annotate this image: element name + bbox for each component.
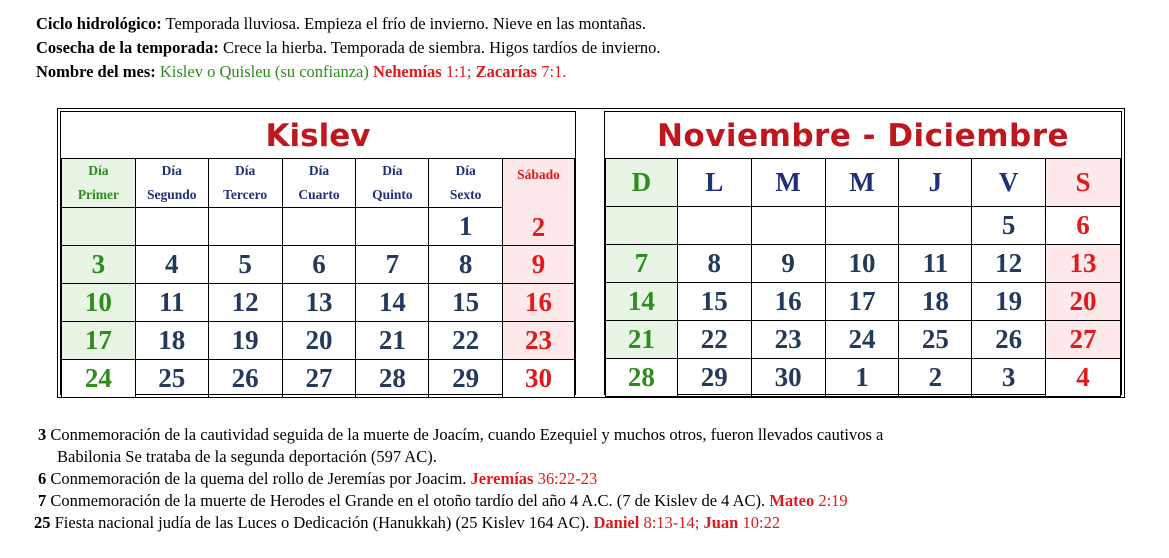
note-day: 25 bbox=[34, 513, 51, 532]
day-cell: 14 bbox=[606, 283, 678, 321]
day-cell: 21 bbox=[606, 321, 678, 359]
day-cell: 12 bbox=[208, 284, 282, 322]
season-harvest-text: Crece la hierba. Temporada de siembra. Higos tardíos de invierno. bbox=[218, 38, 661, 57]
weekday-header-cell: M bbox=[825, 159, 899, 207]
day-cell: 2 bbox=[531, 212, 546, 242]
hydrologic-cycle-line bbox=[36, 14, 646, 34]
day-cell: 18 bbox=[135, 322, 208, 360]
day-cell: 5 bbox=[972, 207, 1046, 245]
day-cell: 1 bbox=[429, 208, 503, 246]
day-cell bbox=[751, 207, 825, 245]
weekday-header-cell: J bbox=[899, 159, 972, 207]
season-harvest-label: Cosecha de la temporada: bbox=[36, 38, 219, 57]
gregorian-title: Noviembre - Diciembre bbox=[656, 118, 1070, 154]
ref-zacarias-book: Zacarías bbox=[475, 62, 538, 81]
day-cell: 29 bbox=[677, 359, 751, 397]
weekday-header-cell: Día Cuarto bbox=[282, 159, 356, 208]
day-cell bbox=[606, 207, 678, 245]
note-day: 6 bbox=[38, 469, 47, 488]
gregorian-week-row bbox=[606, 245, 1121, 283]
day-cell: 27 bbox=[282, 360, 356, 398]
day-cell: 10 bbox=[62, 284, 136, 322]
day-cell: 11 bbox=[899, 245, 972, 283]
day-cell: 19 bbox=[208, 322, 282, 360]
day-cell: 16 bbox=[503, 284, 575, 322]
day-cell: 29 bbox=[429, 360, 503, 398]
weekday-header-cell-sabbath: Sábado 2 bbox=[503, 159, 575, 246]
gregorian-weekday-row bbox=[606, 159, 1121, 207]
note-25: 25 Fiesta nacional judía de las Luces o Dedicación (Hanukkah) (25 Kislev 164 AC). Daniel 8:13-14; Juan 10:22 bbox=[34, 513, 781, 532]
day-cell: 22 bbox=[677, 321, 751, 359]
weekday-header-cell: Día Sexto bbox=[429, 159, 503, 208]
day-cell: 8 bbox=[677, 245, 751, 283]
day-cell: 22 bbox=[429, 322, 503, 360]
ref-book: Daniel bbox=[593, 513, 640, 532]
day-cell: 25 bbox=[899, 321, 972, 359]
day-cell bbox=[282, 208, 356, 246]
weekday-header-cell: Día Segundo bbox=[135, 159, 208, 208]
notes-section bbox=[34, 424, 884, 534]
weekday-header-cell: M bbox=[751, 159, 825, 207]
day-cell: 26 bbox=[972, 321, 1046, 359]
note-3-continued: Babilonia Se trataba de la segunda deportación (597 AC). bbox=[57, 447, 437, 466]
kislev-calendar bbox=[60, 111, 576, 395]
day-cell: 11 bbox=[135, 284, 208, 322]
ref-zacarias-verse: 7:1. bbox=[537, 62, 567, 81]
day-cell: 20 bbox=[1046, 283, 1121, 321]
note-day: 3 bbox=[38, 425, 47, 444]
day-cell: 27 bbox=[1046, 321, 1121, 359]
month-name-label: Nombre del mes: bbox=[36, 62, 156, 81]
day-cell: 17 bbox=[825, 283, 899, 321]
day-cell: 28 bbox=[606, 359, 678, 397]
day-cell: 30 bbox=[751, 359, 825, 397]
day-cell: 4 bbox=[135, 246, 208, 284]
day-cell: 7 bbox=[356, 246, 429, 284]
day-cell: 9 bbox=[503, 246, 575, 284]
ref-book: Jeremías bbox=[470, 469, 534, 488]
day-cell: 8 bbox=[429, 246, 503, 284]
gregorian-week-row bbox=[606, 207, 1121, 245]
kislev-title: Kislev bbox=[265, 118, 371, 154]
hydrologic-cycle-label: Ciclo hidrológico: bbox=[36, 14, 162, 33]
day-cell: 30 bbox=[503, 360, 575, 398]
day-cell: 2 bbox=[899, 359, 972, 397]
kislev-week-row bbox=[62, 208, 575, 246]
gregorian-grid bbox=[605, 158, 1121, 397]
weekday-header-cell: Día Tercero bbox=[208, 159, 282, 208]
day-cell: 18 bbox=[899, 283, 972, 321]
kislev-week-row bbox=[62, 284, 575, 322]
hydrologic-cycle-text: Temporada lluviosa. Empieza el frío de invierno. Nieve en las montañas. bbox=[161, 14, 646, 33]
ref-book: Juan bbox=[703, 513, 739, 532]
day-cell: 17 bbox=[62, 322, 136, 360]
day-cell: 6 bbox=[282, 246, 356, 284]
gregorian-week-row bbox=[606, 321, 1121, 359]
ref-verse: 2:19 bbox=[814, 491, 848, 510]
day-cell: 15 bbox=[429, 284, 503, 322]
day-cell: 13 bbox=[282, 284, 356, 322]
kislev-week-row bbox=[62, 360, 575, 398]
ref-verse: 10:22 bbox=[738, 513, 781, 532]
ref-book: Mateo bbox=[769, 491, 815, 510]
day-cell: 13 bbox=[1046, 245, 1121, 283]
ref-nehemias-book: Nehemías bbox=[372, 62, 442, 81]
day-cell: 24 bbox=[825, 321, 899, 359]
note-3: 3 Conmemoración de la cautividad seguida de la muerte de Joacím, cuando Ezequiel y muchos otros, fueron llevados cautivos a bbox=[38, 425, 884, 444]
kislev-weekday-row bbox=[62, 159, 575, 208]
day-cell: 12 bbox=[972, 245, 1046, 283]
weekday-header-cell: Día Quinto bbox=[356, 159, 429, 208]
ref-nehemias-verse: 1:1; bbox=[441, 62, 476, 81]
day-cell: 24 bbox=[62, 360, 136, 398]
day-cell: 4 bbox=[1046, 359, 1121, 397]
day-cell: 26 bbox=[208, 360, 282, 398]
day-cell: 23 bbox=[751, 321, 825, 359]
month-name-text: Kislev o Quisleu (su confianza) bbox=[155, 62, 373, 81]
day-cell bbox=[825, 207, 899, 245]
gregorian-week-row bbox=[606, 359, 1121, 397]
note-7: 7 Conmemoración de la muerte de Herodes el Grande en el otoño tardío del año 4 A.C. (7 de Kislev de 4 AC). Mateo 2:19 bbox=[38, 491, 848, 510]
gregorian-calendar bbox=[604, 111, 1122, 395]
day-cell: 21 bbox=[356, 322, 429, 360]
day-cell: 16 bbox=[751, 283, 825, 321]
weekday-header-cell: D bbox=[606, 159, 678, 207]
day-cell: 7 bbox=[606, 245, 678, 283]
day-cell: 15 bbox=[677, 283, 751, 321]
day-cell bbox=[356, 208, 429, 246]
kislev-grid bbox=[61, 158, 575, 398]
day-cell bbox=[899, 207, 972, 245]
day-cell: 20 bbox=[282, 322, 356, 360]
day-cell: 9 bbox=[751, 245, 825, 283]
day-cell: 5 bbox=[208, 246, 282, 284]
weekday-header-cell: L bbox=[677, 159, 751, 207]
kislev-week-row bbox=[62, 246, 575, 284]
day-cell: 10 bbox=[825, 245, 899, 283]
note-day: 7 bbox=[38, 491, 47, 510]
day-cell: 1 bbox=[825, 359, 899, 397]
ref-verse: 8:13-14; bbox=[639, 513, 704, 532]
gregorian-week-row bbox=[606, 283, 1121, 321]
weekday-header-cell: Día Primer bbox=[62, 159, 136, 208]
day-cell: 6 bbox=[1046, 207, 1121, 245]
weekday-header-cell: S bbox=[1046, 159, 1121, 207]
month-name-line bbox=[36, 62, 566, 82]
day-cell: 3 bbox=[62, 246, 136, 284]
note-6: 6 Conmemoración de la quema del rollo de Jeremías por Joacim. Jeremías 36:22-23 bbox=[38, 469, 598, 488]
calendar-frame bbox=[57, 108, 1125, 398]
day-cell: 3 bbox=[972, 359, 1046, 397]
day-cell: 23 bbox=[503, 322, 575, 360]
day-cell: 14 bbox=[356, 284, 429, 322]
day-cell bbox=[208, 208, 282, 246]
ref-verse: 36:22-23 bbox=[533, 469, 598, 488]
day-cell bbox=[62, 208, 136, 246]
kislev-week-row bbox=[62, 322, 575, 360]
day-cell: 25 bbox=[135, 360, 208, 398]
day-cell bbox=[135, 208, 208, 246]
season-harvest-line bbox=[36, 38, 660, 58]
day-cell: 19 bbox=[972, 283, 1046, 321]
day-cell: 28 bbox=[356, 360, 429, 398]
day-cell bbox=[677, 207, 751, 245]
weekday-header-cell: V bbox=[972, 159, 1046, 207]
